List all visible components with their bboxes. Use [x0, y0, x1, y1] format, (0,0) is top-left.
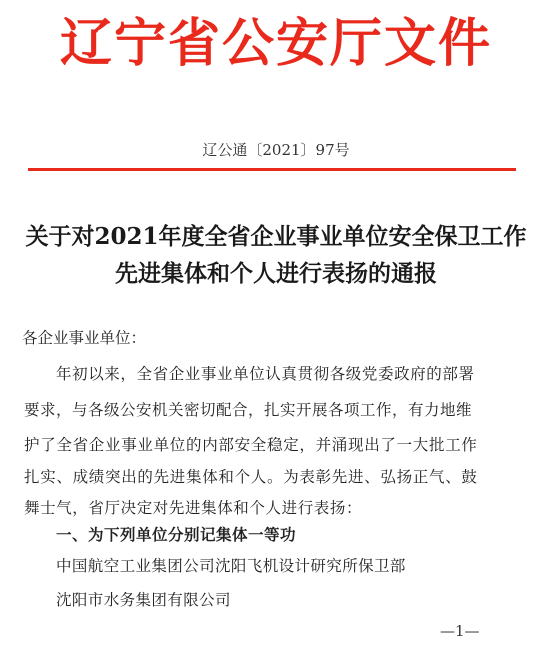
document-masthead: 辽宁省公安厅文件 — [59, 14, 492, 74]
section-heading: 一、为下列单位分别记集体一等功 — [56, 526, 297, 544]
red-divider-line — [28, 168, 516, 171]
body-line: 年初以来，全省企业事业单位认真贯彻各级党委政府的部署 — [56, 365, 475, 383]
document-title-line-1: 关于对2021年度全省企业事业单位安全保卫工作 — [25, 223, 527, 250]
body-line: 舞士气，省厅决定对先进集体和个人进行表扬： — [24, 499, 363, 517]
body-line: 要求，与各级公安机关密切配合，扎实开展各项工作，有力地维 — [24, 401, 473, 419]
body-line: 扎实、成绩突出的先进集体和个人。为表彰先进、弘扬正气、鼓 — [24, 468, 478, 486]
salutation: 各企业事业单位： — [22, 329, 147, 347]
unit-list-item: 中国航空工业集团公司沈阳飞机设计研究所保卫部 — [56, 557, 406, 575]
body-line: 护了全省企业事业单位的内部安全稳定，并涌现出了一大批工作 — [24, 436, 478, 454]
document-number: 辽公通〔2021〕97号 — [202, 141, 350, 159]
page-number: —1— — [440, 622, 480, 640]
unit-list-item: 沈阳市水务集团有限公司 — [56, 591, 231, 609]
document-title-line-2: 先进集体和个人进行表扬的通报 — [115, 260, 437, 287]
